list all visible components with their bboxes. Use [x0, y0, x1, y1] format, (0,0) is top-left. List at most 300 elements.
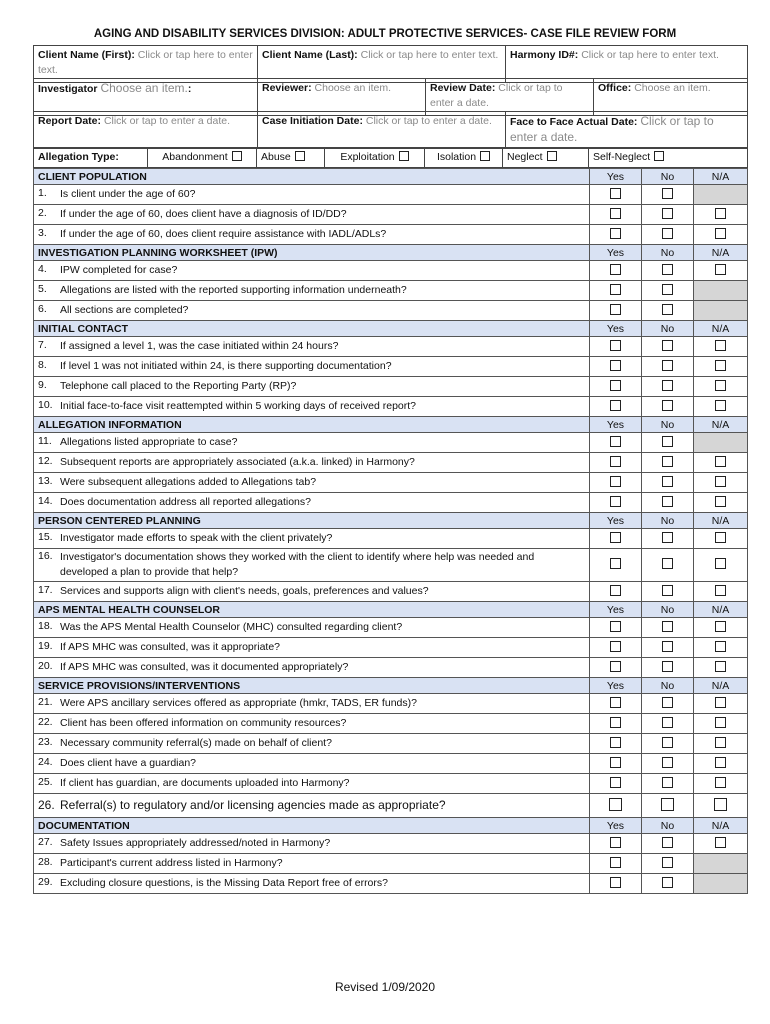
column-header-yes: Yes [590, 245, 642, 261]
yes-checkbox[interactable] [610, 558, 621, 569]
client-last-name-field[interactable] [258, 46, 506, 83]
na-checkbox[interactable] [715, 456, 726, 467]
question-cell [34, 493, 590, 513]
na-checkbox[interactable] [715, 208, 726, 219]
question-number: 16. [38, 550, 53, 562]
yes-cell [590, 834, 642, 854]
no-checkbox[interactable] [662, 877, 673, 888]
column-header-na: N/A [694, 513, 748, 529]
na-cell [694, 714, 748, 734]
na-cell [694, 734, 748, 754]
section-header [34, 602, 748, 618]
no-cell [642, 582, 694, 602]
question-number: 14. [38, 495, 53, 507]
case-initiation-input[interactable]: Click or tap to enter a date. [365, 115, 492, 127]
no-cell [642, 618, 694, 638]
question-row [34, 794, 748, 818]
no-checkbox[interactable] [662, 777, 673, 788]
question-number: 20. [38, 660, 53, 672]
allegation-option-neglect[interactable]: Neglect [503, 148, 589, 168]
column-header-yes: Yes [590, 417, 642, 433]
client-last-name-input[interactable]: Click or tap here to enter text. [360, 49, 499, 61]
question-cell [34, 549, 590, 582]
na-cell [694, 357, 748, 377]
no-cell [642, 377, 694, 397]
na-cell-disabled [694, 874, 748, 894]
no-checkbox[interactable] [662, 436, 673, 447]
office-label: Office: [598, 82, 632, 94]
yes-checkbox[interactable] [610, 264, 621, 275]
na-checkbox[interactable] [715, 621, 726, 632]
form-title: AGING AND DISABILITY SERVICES DIVISION: ADULT PROTECTIVE SERVICES- CASE FILE REVIEW FORM [93, 28, 677, 40]
yes-checkbox[interactable] [610, 641, 621, 652]
face-to-face-field[interactable] [506, 112, 748, 149]
yes-checkbox[interactable] [610, 585, 621, 596]
harmony-id-input[interactable]: Click or tap here to enter text. [581, 49, 719, 61]
column-header-na: N/A [694, 678, 748, 694]
na-cell [694, 529, 748, 549]
na-checkbox[interactable] [715, 228, 726, 239]
na-checkbox[interactable] [715, 777, 726, 788]
reviewer-field[interactable] [258, 79, 426, 116]
no-checkbox[interactable] [662, 360, 673, 371]
question-number: 24. [38, 756, 53, 768]
question-number: 5. [38, 283, 47, 295]
section-title: APS MENTAL HEALTH COUNSELOR [34, 602, 590, 618]
question-row [34, 473, 748, 493]
no-checkbox[interactable] [662, 456, 673, 467]
question-text: Safety Issues appropriately addressed/noted in Harmony? [60, 837, 331, 849]
question-number: 15. [38, 531, 53, 543]
yes-checkbox[interactable] [610, 757, 621, 768]
yes-checkbox[interactable] [610, 496, 621, 507]
question-row [34, 225, 748, 245]
harmony-id-label: Harmony ID#: [510, 49, 579, 61]
na-checkbox[interactable] [715, 532, 726, 543]
na-checkbox[interactable] [715, 837, 726, 848]
question-row [34, 714, 748, 734]
yes-cell [590, 794, 642, 818]
no-checkbox[interactable] [662, 476, 673, 487]
na-checkbox[interactable] [715, 641, 726, 652]
question-text: Investigator made efforts to speak with the client privately? [60, 532, 333, 544]
yes-cell [590, 854, 642, 874]
na-checkbox[interactable] [715, 340, 726, 351]
yes-checkbox[interactable] [610, 400, 621, 411]
question-text: Is client under the age of 60? [60, 188, 196, 200]
neglect-checkbox[interactable] [547, 151, 557, 161]
yes-cell [590, 493, 642, 513]
na-cell [694, 397, 748, 417]
review-date-label: Review Date: [430, 82, 496, 94]
yes-checkbox[interactable] [610, 208, 621, 219]
yes-cell [590, 734, 642, 754]
question-text: Excluding closure questions, is the Missing Data Report free of errors? [60, 877, 388, 889]
investigator-select[interactable]: Choose an item. [100, 81, 188, 95]
na-checkbox[interactable] [715, 360, 726, 371]
question-row [34, 658, 748, 678]
yes-checkbox[interactable] [610, 188, 621, 199]
na-cell [694, 618, 748, 638]
na-checkbox[interactable] [715, 585, 726, 596]
question-text: Necessary community referral(s) made on behalf of client? [60, 737, 332, 749]
investigator-label: Investigator [38, 83, 98, 95]
case-initiation-label: Case Initiation Date: [262, 115, 363, 127]
allegation-option-abandonment[interactable]: Abandonment [148, 148, 257, 168]
na-cell-disabled [694, 854, 748, 874]
question-row [34, 301, 748, 321]
yes-cell [590, 638, 642, 658]
no-checkbox[interactable] [662, 558, 673, 569]
report-date-field[interactable] [34, 112, 258, 149]
column-header-no: No [642, 245, 694, 261]
yes-checkbox[interactable] [610, 360, 621, 371]
no-checkbox[interactable] [662, 380, 673, 391]
question-number: 4. [38, 263, 47, 275]
reviewer-select[interactable]: Choose an item. [314, 82, 391, 94]
question-cell [34, 714, 590, 734]
yes-checkbox[interactable] [610, 697, 621, 708]
yes-checkbox[interactable] [610, 877, 621, 888]
na-cell [694, 774, 748, 794]
question-number: 1. [38, 187, 47, 199]
no-checkbox[interactable] [662, 697, 673, 708]
yes-checkbox[interactable] [610, 737, 621, 748]
no-cell [642, 854, 694, 874]
question-row [34, 433, 748, 453]
question-cell [34, 225, 590, 245]
question-cell [34, 854, 590, 874]
na-checkbox[interactable] [715, 380, 726, 391]
section-header [34, 818, 748, 834]
no-checkbox[interactable] [662, 496, 673, 507]
question-cell [34, 774, 590, 794]
na-cell [694, 377, 748, 397]
question-cell [34, 638, 590, 658]
na-checkbox[interactable] [715, 400, 726, 411]
yes-cell [590, 694, 642, 714]
question-row [34, 453, 748, 473]
no-checkbox[interactable] [662, 621, 673, 632]
yes-checkbox[interactable] [610, 621, 621, 632]
question-text: Was the APS Mental Health Counselor (MHC) consulted regarding client? [60, 621, 403, 633]
question-text: If client has guardian, are documents uploaded into Harmony? [60, 777, 350, 789]
question-text: If APS MHC was consulted, was it appropriate? [60, 641, 281, 653]
no-checkbox[interactable] [662, 340, 673, 351]
na-cell [694, 453, 748, 473]
question-text: Participant's current address listed in Harmony? [60, 857, 283, 869]
no-checkbox[interactable] [662, 304, 673, 315]
abandonment-checkbox[interactable] [232, 151, 242, 161]
question-row [34, 281, 748, 301]
question-text: Subsequent reports are appropriately associated (a.k.a. linked) in Harmony? [60, 456, 415, 468]
question-row [34, 582, 748, 602]
question-text: Were APS ancillary services offered as appropriate (hmkr, TADS, ER funds)? [60, 697, 417, 709]
question-cell [34, 618, 590, 638]
question-number: 19. [38, 640, 53, 652]
na-cell-disabled [694, 281, 748, 301]
question-number: 26. [38, 798, 55, 812]
no-cell [642, 357, 694, 377]
abuse-checkbox[interactable] [295, 151, 305, 161]
investigator-field[interactable]: Investigator Choose an item.: [34, 79, 258, 116]
no-cell [642, 225, 694, 245]
section-title: INVESTIGATION PLANNING WORKSHEET (IPW) [34, 245, 590, 261]
yes-cell [590, 337, 642, 357]
na-checkbox[interactable] [715, 476, 726, 487]
no-checkbox[interactable] [662, 661, 673, 672]
question-text: All sections are completed? [60, 304, 189, 316]
question-number: 25. [38, 776, 53, 788]
na-checkbox[interactable] [715, 737, 726, 748]
question-text: Does client have a guardian? [60, 757, 197, 769]
question-row [34, 854, 748, 874]
exploitation-checkbox[interactable] [399, 151, 409, 161]
no-cell [642, 453, 694, 473]
question-number: 23. [38, 736, 53, 748]
case-initiation-field[interactable] [258, 112, 506, 149]
yes-checkbox[interactable] [610, 661, 621, 672]
question-row [34, 337, 748, 357]
question-number: 28. [38, 856, 53, 868]
question-text: If APS MHC was consulted, was it documented appropriately? [60, 661, 349, 673]
no-cell [642, 694, 694, 714]
question-number: 18. [38, 620, 53, 632]
na-checkbox[interactable] [715, 697, 726, 708]
na-cell-disabled [694, 433, 748, 453]
question-text: IPW completed for case? [60, 264, 178, 276]
no-checkbox[interactable] [662, 188, 673, 199]
section-header [34, 321, 748, 337]
na-checkbox[interactable] [714, 798, 727, 811]
isolation-checkbox[interactable] [480, 151, 490, 161]
section-title: ALLEGATION INFORMATION [34, 417, 590, 433]
question-cell [34, 185, 590, 205]
yes-checkbox[interactable] [610, 436, 621, 447]
no-cell [642, 754, 694, 774]
allegation-option-exploitation[interactable]: Exploitation [325, 148, 425, 168]
section-title: PERSON CENTERED PLANNING [34, 513, 590, 529]
question-cell [34, 261, 590, 281]
client-first-name-field[interactable] [34, 46, 258, 83]
client-last-name-label: Client Name (Last): [262, 49, 358, 61]
question-cell [34, 281, 590, 301]
question-number: 2. [38, 207, 47, 219]
na-cell [694, 694, 748, 714]
no-cell [642, 658, 694, 678]
revision-date: Revised 1/09/2020 [334, 980, 436, 994]
section-header [34, 513, 748, 529]
section-header [34, 417, 748, 433]
no-checkbox[interactable] [662, 837, 673, 848]
yes-cell [590, 205, 642, 225]
self-neglect-checkbox[interactable] [654, 151, 664, 161]
yes-checkbox[interactable] [610, 837, 621, 848]
yes-cell [590, 582, 642, 602]
yes-checkbox[interactable] [610, 304, 621, 315]
yes-cell [590, 261, 642, 281]
client-first-name-input[interactable]: Click or tap here to enter text. [38, 49, 253, 76]
review-checklist [33, 168, 748, 894]
allegation-option-abuse[interactable]: Abuse [257, 148, 325, 168]
reviewer-label: Reviewer: [262, 82, 312, 94]
no-cell [642, 261, 694, 281]
question-cell [34, 357, 590, 377]
question-number: 6. [38, 303, 47, 315]
yes-checkbox[interactable] [610, 284, 621, 295]
no-cell [642, 281, 694, 301]
yes-cell [590, 185, 642, 205]
question-text: If under the age of 60, does client have a diagnosis of ID/DD? [60, 208, 347, 220]
no-cell [642, 774, 694, 794]
question-text: Telephone call placed to the Reporting Party (RP)? [60, 380, 297, 392]
section-header [34, 169, 748, 185]
yes-checkbox[interactable] [610, 532, 621, 543]
no-checkbox[interactable] [662, 717, 673, 728]
office-select[interactable]: Choose an item. [634, 82, 711, 94]
column-header-na: N/A [694, 169, 748, 185]
no-cell [642, 874, 694, 894]
na-cell [694, 794, 748, 818]
allegation-option-self-neglect[interactable]: Self-Neglect [589, 148, 748, 168]
question-text: Client has been offered information on community resources? [60, 717, 347, 729]
no-cell [642, 549, 694, 582]
no-cell [642, 734, 694, 754]
yes-checkbox[interactable] [610, 857, 621, 868]
report-date-input[interactable]: Click or tap to enter a date. [103, 115, 231, 127]
na-cell [694, 834, 748, 854]
question-number: 13. [38, 475, 53, 487]
question-row [34, 205, 748, 225]
question-cell [34, 453, 590, 473]
no-checkbox[interactable] [662, 585, 673, 596]
office-field[interactable] [594, 79, 748, 116]
na-cell [694, 205, 748, 225]
no-checkbox[interactable] [662, 737, 673, 748]
yes-checkbox[interactable] [610, 456, 621, 467]
section-title: SERVICE PROVISIONS/INTERVENTIONS [34, 678, 590, 694]
yes-checkbox[interactable] [610, 476, 621, 487]
no-checkbox[interactable] [662, 857, 673, 868]
yes-checkbox[interactable] [610, 717, 621, 728]
section-title: CLIENT POPULATION [34, 169, 590, 185]
no-checkbox[interactable] [662, 532, 673, 543]
no-checkbox[interactable] [662, 757, 673, 768]
column-header-na: N/A [694, 417, 748, 433]
question-row [34, 549, 748, 582]
na-cell [694, 658, 748, 678]
yes-checkbox[interactable] [610, 777, 621, 788]
yes-cell [590, 225, 642, 245]
yes-checkbox[interactable] [610, 380, 621, 391]
yes-cell [590, 618, 642, 638]
no-checkbox[interactable] [662, 208, 673, 219]
allegation-option-isolation[interactable]: Isolation [425, 148, 503, 168]
question-row [34, 874, 748, 894]
no-cell [642, 714, 694, 734]
na-checkbox[interactable] [715, 757, 726, 768]
column-header-no: No [642, 417, 694, 433]
na-checkbox[interactable] [715, 264, 726, 275]
na-checkbox[interactable] [715, 661, 726, 672]
na-checkbox[interactable] [715, 717, 726, 728]
yes-cell [590, 549, 642, 582]
yes-checkbox[interactable] [610, 340, 621, 351]
no-cell [642, 433, 694, 453]
no-checkbox[interactable] [662, 400, 673, 411]
question-cell [34, 433, 590, 453]
question-text: Services and supports align with client's needs, goals, preferences and values? [60, 585, 429, 597]
yes-checkbox[interactable] [609, 798, 622, 811]
review-date-field[interactable] [426, 79, 594, 116]
column-header-yes: Yes [590, 602, 642, 618]
no-checkbox[interactable] [662, 264, 673, 275]
na-cell [694, 493, 748, 513]
question-row [34, 774, 748, 794]
yes-cell [590, 774, 642, 794]
na-cell [694, 225, 748, 245]
question-cell [34, 694, 590, 714]
no-checkbox[interactable] [662, 641, 673, 652]
no-cell [642, 794, 694, 818]
question-row [34, 754, 748, 774]
na-cell [694, 261, 748, 281]
question-number: 3. [38, 227, 47, 239]
na-cell [694, 638, 748, 658]
na-cell [694, 549, 748, 582]
question-number: 21. [38, 696, 53, 708]
column-header-yes: Yes [590, 818, 642, 834]
harmony-id-field[interactable] [506, 46, 748, 83]
column-header-no: No [642, 321, 694, 337]
question-number: 8. [38, 359, 47, 371]
no-cell [642, 493, 694, 513]
question-row [34, 529, 748, 549]
yes-cell [590, 874, 642, 894]
question-number: 9. [38, 379, 47, 391]
question-row [34, 261, 748, 281]
no-checkbox[interactable] [662, 228, 673, 239]
yes-cell [590, 301, 642, 321]
question-number: 11. [38, 435, 52, 447]
question-cell [34, 473, 590, 493]
na-checkbox[interactable] [715, 558, 726, 569]
question-text: Does documentation address all reported allegations? [60, 496, 311, 508]
yes-cell [590, 473, 642, 493]
na-cell [694, 754, 748, 774]
na-cell-disabled [694, 185, 748, 205]
section-title: INITIAL CONTACT [34, 321, 590, 337]
question-text: Initial face-to-face visit reattempted within 5 working days of received report? [60, 400, 417, 412]
face-to-face-input[interactable]: Click or tap to enter a date. [510, 114, 714, 144]
no-checkbox[interactable] [661, 798, 674, 811]
question-number: 10. [38, 399, 53, 411]
question-text: Referral(s) to regulatory and/or licensing agencies made as appropriate? [60, 798, 446, 812]
na-cell [694, 337, 748, 357]
no-cell [642, 397, 694, 417]
column-header-no: No [642, 818, 694, 834]
column-header-na: N/A [694, 321, 748, 337]
yes-cell [590, 433, 642, 453]
na-checkbox[interactable] [715, 496, 726, 507]
section-header [34, 245, 748, 261]
question-cell [34, 301, 590, 321]
question-text: If assigned a level 1, was the case initiated within 24 hours? [60, 340, 339, 352]
question-number: 17. [38, 584, 53, 596]
yes-checkbox[interactable] [610, 228, 621, 239]
review-date-input[interactable]: Click or tap to enter a date. [430, 82, 563, 109]
no-checkbox[interactable] [662, 284, 673, 295]
